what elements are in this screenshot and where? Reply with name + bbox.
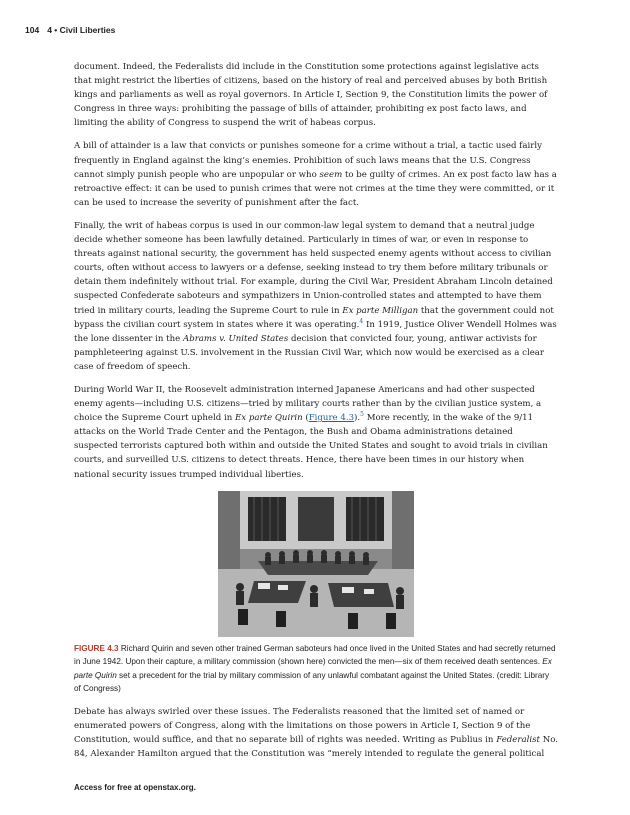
paragraph-2: A bill of attainder is a law that convicts or punishes someone for a crime without a trial, a tactic used fairly frequently in England against the king’s enemies. Prohibition of such laws means that the U.S. Congress cannot simply punish people who are unpopular or who seem to be guilty of crimes. An ex post facto law has a retroactive effect: it can be used to punish crimes that were not crimes at the time they were committed, or it can be used to increase the severity of punishment after the fact. (74, 141, 557, 208)
paragraph-1: document. Indeed, the Federalists did include in the Constitution some protections against legislative acts that might restrict the liberties of citizens, based on the history of real and perceived abuses by both British kings and parliaments as well as royal governors. In Article I, Section 9, the Constitution limits the power of Congress in three ways: prohibiting the passage of bills of attainder, prohibiting ex post facto laws, and limiting the ability of Congress to suspend the writ of habeas corpus. (74, 62, 548, 129)
figure-label: FIGURE 4.3 (74, 643, 119, 653)
military-commission-photo (218, 491, 414, 637)
page-number: 104 (25, 25, 40, 35)
footer-access: Access for free at openstax.org. (74, 783, 196, 792)
figure-4-3-link[interactable]: Figure 4.3 (308, 413, 355, 424)
figure-4-3 (74, 491, 558, 637)
chapter-title: 4 • Civil Liberties (47, 25, 116, 35)
paragraph-5: Debate has always swirled over these issues. The Federalists reasoned that the limited set of named or enumerated powers of Congress, along with the limitations on those powers in Article I, Section 9 of the Constitution, would suffice, and that no separate bill of rights was needed. Writing as Publius in Federalist No. 84, Alexander Hamilton argued that the Constitution was “merely intended to regulate the general political (74, 707, 558, 760)
page-body (74, 60, 558, 770)
paragraph-3: Finally, the writ of habeas corpus is used in our common-law legal system to demand that a neutral judge decide whether someone has been lawfully detained. Particularly in times of war, or even in response to threats against national security, the government has held suspected enemy agents without access to civilian courts, often without access to lawyers or a defense, seeking instead to try them before military tribunals or detain them indefinitely without trial. For example, during the Civil War, President Abraham Lincoln detained suspected Confederate saboteurs and sympathizers in Union-controlled states and attempted to have them tried in military courts, leading the Supreme Court to rule in Ex parte Milligan that the government could not bypass the civilian court system in states where it was operating.$^4$ In 1919, Justice Oliver Wendell Holmes was the lone dissenter in the Abrams v. United States decision that convicted four, young, antiwar activists for pamphleteering against U.S. involvement in the Russian Civil War, which now would be exercised as a clear case of freedom of speech. (74, 220, 557, 372)
footnote-ref-4[interactable]: 4 (359, 317, 364, 325)
footnote-ref-5[interactable]: 5 (360, 411, 364, 419)
paragraph-4: During World War II, the Roosevelt administration interned Japanese Americans and had other suspected enemy agents—including U.S. citizens—tried by military courts rather than by the civilian justice system, a choice the Supreme Court upheld in Ex parte Quirin (Figure 4.3).$^5$ More recently, in the wake of the 9/11 attacks on the World Trade Center and the Pentagon, the Bush and Obama administrations detained suspected terrorists captured both within and outside the United States and sought to avoid trials in civilian courts, and surveilled U.S. citizens to detect threats. Hence, there have been times in our history when national security issues trumped individual liberties. (74, 384, 548, 480)
running-header (25, 25, 115, 35)
figure-caption: FIGURE 4.3 Richard Quirin and seven other trained German saboteurs had once lived in the United States and had secretly returned in June 1942. Upon their capture, a military commission (shown here) convicted the men—six of them received death sentences. Ex parte Quirin set a precedent for the trial by military commission of any unlawful combatant against the United States. (credit: Library of Congress) (74, 643, 556, 694)
